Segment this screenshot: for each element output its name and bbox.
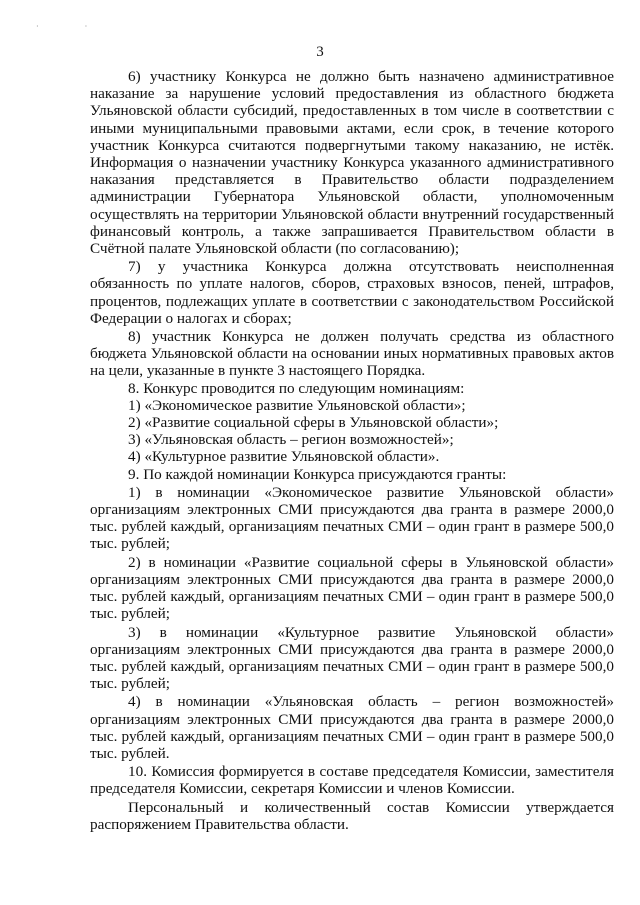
paragraph-item-6: 6) участнику Конкурса не должно быть назначено административное наказание за нарушение условий предоставления из областного бюджета Ульяновской области субсидий, предоставленных в том числе в соответствии с иными муниципальными правовыми актами, если срок, в течение которого участник Конкурса считаются подвергнутыми такому наказанию, не истёк. Информация о назначении участнику Конкурса указанного административного наказания представляется в Правительство области подразделением администрации Губернатора Ульяновской области, уполномоченным осуществлять на территории Ульяновской области внутренний государственный финансовый контроль, а также запрашивается Правительством области в Счётной палате Ульяновской области (по согласованию); (90, 68, 614, 258)
grant-item-2: 2) в номинации «Развитие социальной сферы в Ульяновской области» организациям электронных СМИ присуждаются два гранта в размере 2000,0 тыс. рублей каждый, организациям печатных СМИ – один грант в размере 500,0 тыс. рублей; (90, 553, 614, 623)
nomination-3: 3) «Ульяновская область – регион возможностей»; (128, 431, 454, 449)
document-body (90, 68, 614, 833)
grant-item-1: 1) в номинации «Экономическое развитие Ульяновской области» организациям электронных СМИ присуждаются два гранта в размере 2000,0 тыс. рублей каждый, организациям печатных СМИ – один грант в размере 500,0 тыс. рублей; (90, 483, 614, 553)
scan-specks: · · (36, 22, 110, 31)
grant-item-4: 4) в номинации «Ульяновская область – регион возможностей» организациям электронных СМИ присуждаются два гранта в размере 2000,0 тыс. рублей каждый, организациям печатных СМИ – один грант в размере 500,0 тыс. рублей. (90, 693, 614, 762)
grant-item-3: 3) в номинации «Культурное развитие Ульяновской области» организациям электронных СМИ присуждаются два гранта в размере 2000,0 тыс. рублей каждый, организациям печатных СМИ – один грант в размере 500,0 тыс. рублей; (90, 623, 614, 693)
paragraph-section-8: 8. Конкурс проводится по следующим номинациям: (128, 379, 465, 397)
paragraph-section-10: 10. Комиссия формируется в составе председателя Комиссии, заместителя председателя Комиссии, секретаря Комиссии и членов Комиссии. (90, 763, 614, 798)
nomination-4: 4) «Культурное развитие Ульяновской области». (128, 448, 440, 466)
paragraph-section-9: 9. По каждой номинации Конкурса присуждаются гранты: (128, 465, 507, 483)
nomination-1: 1) «Экономическое развитие Ульяновской области»; (128, 396, 466, 414)
paragraph-item-8: 8) участник Конкурса не должен получать средства из областного бюджета Ульяновской области на основании иных нормативных правовых актов на цели, указанные в пункте 3 настоящего Порядка. (90, 328, 614, 380)
paragraph-commission-composition: Персональный и количественный состав Комиссии утверждается распоряжением Правительства области. (90, 798, 614, 833)
nomination-2: 2) «Развитие социальной сферы в Ульяновской области»; (128, 414, 499, 432)
paragraph-item-7: 7) у участника Конкурса должна отсутствовать неисполненная обязанность по уплате налогов, сборов, страховых взносов, пеней, штрафов, процентов, подлежащих уплате в соответствии с законодательством Российской Федерации о налогах и сборах; (90, 258, 614, 327)
page-number: 3 (316, 44, 324, 60)
